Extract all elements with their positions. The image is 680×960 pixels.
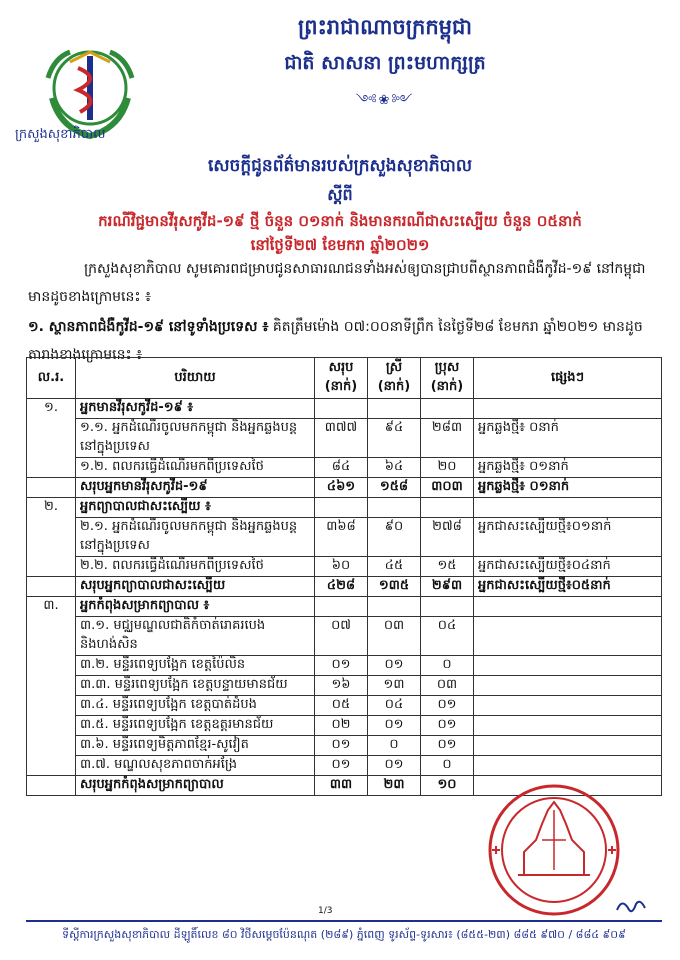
- row-female: ០៤: [368, 696, 421, 716]
- document-titles: [0, 155, 680, 258]
- signature: [614, 896, 648, 918]
- total-description: សរុបអ្នកកំពុងសម្រាកព្យាបាល: [76, 776, 315, 796]
- male-cell: [421, 399, 474, 419]
- total-no: [27, 478, 76, 498]
- footer-address: ទីស្តីការក្រសួងសុខាភិបាល ដីឡូតិ៍លេខ ៨០ វិថីសម្តេចប៉ែនណុត (២៨៩) ភ្នំពេញ ទូរស័ព្ទ-ទូរសារ៖ (៨៥៥-២៣) ៨៨៥ ៩៧០ / ៨៨៤ ៩០៩: [26, 920, 662, 944]
- row-total: ៨៤: [315, 458, 368, 478]
- row-male: ០១: [421, 716, 474, 736]
- table-body: [27, 399, 662, 796]
- group-heading-row: [27, 399, 662, 419]
- group-number: ៣.: [27, 597, 76, 776]
- press-release-title: សេចក្តីជូនព័ត៌មានរបស់ក្រសួងសុខាភិបាល: [207, 156, 473, 176]
- male-cell: [421, 597, 474, 617]
- total-total: ៤៦១: [315, 478, 368, 498]
- intro-paragraph: ក្រសួងសុខាភិបាល សូមគោរពជម្រាបជូនសាធារណជនទាំងអស់ឲ្យបានជ្រាបពីស្ថានភាពជំងឺកូវីដ-១៩ នៅកម្ពុជា មានដូចខាងក្រោមនេះ ៖: [28, 261, 646, 305]
- row-male: ០១: [421, 696, 474, 716]
- row-total: ៦០: [315, 557, 368, 577]
- row-description: ២.២. ពលករធ្វើដំណើរមកពីប្រទេសថៃ: [76, 557, 315, 577]
- row-remark: អ្នកឆ្លងថ្មី៖ ០នាក់: [474, 419, 662, 458]
- total-female: ១៣៥: [368, 577, 421, 597]
- row-total: ០៥: [315, 696, 368, 716]
- row-remark: [474, 617, 662, 656]
- row-remark: អ្នកជាសះស្បើយថ្មី៖០១នាក់: [474, 518, 662, 557]
- total-male: ៣០៣: [421, 478, 474, 498]
- section-heading: ១. ស្ថានភាពជំងឺកូវីដ-១៩ នៅទូទាំងប្រទេស ៖: [28, 319, 269, 335]
- row-description: ៣.២. មន្ទីរពេទ្យបង្អែក ខេត្តប៉ៃលិន: [76, 656, 315, 676]
- female-cell: [368, 399, 421, 419]
- row-remark: [474, 756, 662, 776]
- col-remarks: ផ្សេងៗ: [474, 358, 662, 399]
- row-description: ៣.៦. មន្ទីរពេទ្យមិត្តភាពខ្មែរ-សូវៀត: [76, 736, 315, 756]
- total-remark: អ្នកជាសះស្បើយថ្មី៖០៥នាក់: [474, 577, 662, 597]
- total-male: ១០: [421, 776, 474, 796]
- remark-cell: [474, 399, 662, 419]
- national-motto: ជាតិ សាសនា ព្រះមហាក្សត្រ: [284, 52, 486, 74]
- row-total: ៣៦៨: [315, 518, 368, 557]
- group-number: ២.: [27, 498, 76, 577]
- row-male: ០១: [421, 736, 474, 756]
- row-female: ០១: [368, 656, 421, 676]
- col-female: ស្រី (នាក់): [368, 358, 421, 399]
- col-no: ល.រ.: [27, 358, 76, 399]
- row-description: ៣.៥. មន្ទីរពេទ្យបង្អែក ខេត្តឧត្តរមានជ័យ: [76, 716, 315, 736]
- subject-label: ស្តីពី: [327, 185, 353, 204]
- table-row: [27, 736, 662, 756]
- group-total-row: [27, 577, 662, 597]
- col-description: បរិយាយ: [76, 358, 315, 399]
- group-heading: អ្នកកំពុងសម្រាកព្យាបាល ៖: [76, 597, 315, 617]
- remark-cell: [474, 597, 662, 617]
- row-male: ០៣: [421, 676, 474, 696]
- row-total: ៣៧៧: [315, 419, 368, 458]
- row-total: ១៦: [315, 676, 368, 696]
- kingdom-header: [220, 14, 550, 122]
- row-total: ០២: [315, 716, 368, 736]
- group-number: ១.: [27, 399, 76, 478]
- group-total-row: [27, 478, 662, 498]
- group-heading: អ្នកព្យាបាលជាសះស្បើយ ៖: [76, 498, 315, 518]
- row-male: ២០: [421, 458, 474, 478]
- table-row: [27, 617, 662, 656]
- table-row: [27, 419, 662, 458]
- table-row: [27, 518, 662, 557]
- col-total: សរុប (នាក់): [315, 358, 368, 399]
- table-header-row: [27, 358, 662, 399]
- total-male: ២៩៣: [421, 577, 474, 597]
- total-cell: [315, 597, 368, 617]
- total-female: ១៥៨: [368, 478, 421, 498]
- row-total: ០៧: [315, 617, 368, 656]
- row-remark: [474, 716, 662, 736]
- row-remark: [474, 736, 662, 756]
- page-number: 1/3: [318, 906, 333, 916]
- row-description: ១.១. អ្នកដំណើរចូលមកកម្ពុជា និងអ្នកឆ្លងបន្តនៅក្នុងប្រទេស: [76, 419, 315, 458]
- kingdom-title: ព្រះរាជាណាចក្រកម្ពុជា: [297, 15, 472, 39]
- row-description: ៣.៧. មណ្ឌលសុខភាពចាក់អង្រែ: [76, 756, 315, 776]
- row-female: ០: [368, 736, 421, 756]
- row-male: ២៨៣: [421, 419, 474, 458]
- row-remark: [474, 656, 662, 676]
- total-female: ២៣: [368, 776, 421, 796]
- row-total: ០១: [315, 756, 368, 776]
- row-remark: [474, 676, 662, 696]
- total-no: [27, 776, 76, 796]
- table-row: [27, 676, 662, 696]
- row-description: ៣.៤. មន្ទីរពេទ្យបង្អែក ខេត្តបាត់ដំបង: [76, 696, 315, 716]
- female-cell: [368, 498, 421, 518]
- row-male: ០៤: [421, 617, 474, 656]
- date-line: នៅថ្ងៃទី២៧ ខែមករា ឆ្នាំ២០២១: [250, 236, 430, 254]
- remark-cell: [474, 498, 662, 518]
- table-row: [27, 716, 662, 736]
- row-total: ០១: [315, 656, 368, 676]
- row-remark: [474, 696, 662, 716]
- row-male: ០: [421, 756, 474, 776]
- row-description: ៣.៣. មន្ទីរពេទ្យបង្អែក ខេត្តបន្ទាយមានជ័យ: [76, 676, 315, 696]
- total-description: សរុបអ្នកមានវីរុសកូវីដ-១៩: [76, 478, 315, 498]
- table-row: [27, 656, 662, 676]
- official-seal: [484, 780, 624, 920]
- male-cell: [421, 498, 474, 518]
- row-female: ៦៤: [368, 458, 421, 478]
- total-remark: អ្នកឆ្លងថ្មី៖ ០១នាក់: [474, 478, 662, 498]
- group-heading-row: [27, 498, 662, 518]
- table-row: [27, 557, 662, 577]
- row-female: ៩៤: [368, 419, 421, 458]
- female-cell: [368, 597, 421, 617]
- row-female: ៩០: [368, 518, 421, 557]
- total-description: សរុបអ្នកព្យាបាលជាសះស្បើយ: [76, 577, 315, 597]
- section-text: គិតត្រឹមម៉ោង ០៧:០០នាទីព្រឹក នៃថ្ងៃទី២៨ ខែមករា ឆ្នាំ២០២១ មានដូចតារាងខាងក្រោមនេះ ៖: [28, 319, 643, 363]
- total-total: ៤២៨: [315, 577, 368, 597]
- table-row: [27, 756, 662, 776]
- group-heading: អ្នកមានវីរុសកូវីដ-១៩ ៖: [76, 399, 315, 419]
- row-description: ៣.១. មជ្ឈមណ្ឌលជាតិកំចាត់រោគរបេង និងហង់សិន: [76, 617, 315, 656]
- ministry-label: ក្រសួងសុខាភិបាល: [15, 127, 106, 142]
- row-male: ១៥: [421, 557, 474, 577]
- ornament: ༺❀༻: [355, 93, 415, 108]
- row-remark: អ្នកជាសះស្បើយថ្មី៖០៤នាក់: [474, 557, 662, 577]
- covid-status-table: [26, 357, 662, 796]
- row-female: ០១: [368, 756, 421, 776]
- subject-line: ករណីវិជ្ជមានវីរុសកូវីដ-១៩ ថ្មី ចំនួន ០១នាក់ និងមានករណីជាសះស្បើយ ចំនួន ០៥នាក់: [98, 212, 582, 230]
- row-female: ០៣: [368, 617, 421, 656]
- row-description: ២.១. អ្នកដំណើរចូលមកកម្ពុជា និងអ្នកឆ្លងបន្តនៅក្នុងប្រទេស: [76, 518, 315, 557]
- total-total: ៣៣: [315, 776, 368, 796]
- row-description: ១.២. ពលករធ្វើដំណើរមកពីប្រទេសថៃ: [76, 458, 315, 478]
- group-heading-row: [27, 597, 662, 617]
- total-cell: [315, 498, 368, 518]
- table-row: [27, 696, 662, 716]
- row-female: ០១: [368, 716, 421, 736]
- row-female: ១៣: [368, 676, 421, 696]
- row-total: ០១: [315, 736, 368, 756]
- table-row: [27, 458, 662, 478]
- row-male: ០: [421, 656, 474, 676]
- row-female: ៤៥: [368, 557, 421, 577]
- col-male: ប្រុស (នាក់): [421, 358, 474, 399]
- row-remark: អ្នកឆ្លងថ្មី៖ ០១នាក់: [474, 458, 662, 478]
- total-no: [27, 577, 76, 597]
- row-male: ២៧៨: [421, 518, 474, 557]
- total-cell: [315, 399, 368, 419]
